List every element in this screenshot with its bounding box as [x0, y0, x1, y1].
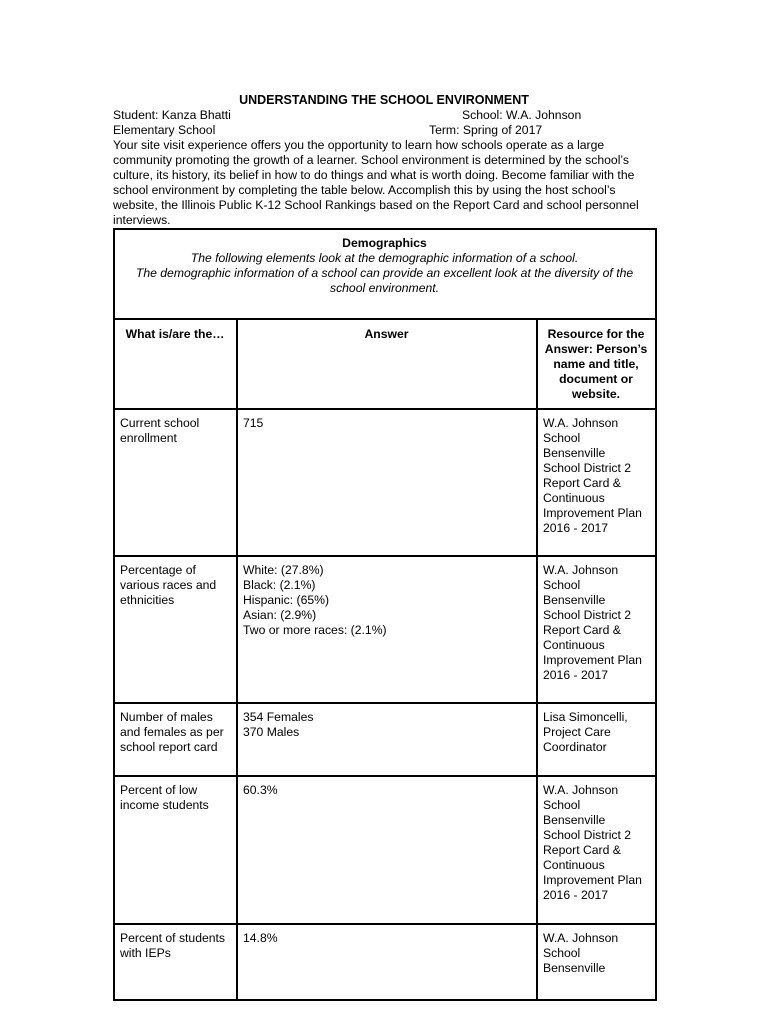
answer-cell — [237, 409, 537, 556]
intro-paragraph — [113, 138, 655, 228]
answer-line: Asian: (2.9%) — [243, 608, 317, 622]
resource-line: Improvement Plan — [543, 506, 642, 520]
section-description-line: The demographic information of a school can provide an excellent look at the diversity of the — [135, 266, 634, 280]
answer-cell — [237, 924, 537, 1000]
resource-line: W.A. Johnson — [543, 416, 619, 430]
section-header-row — [114, 229, 656, 319]
resource-line: Continuous — [543, 858, 605, 872]
resource-line: School District 2 — [543, 461, 632, 475]
resource-line: Bensenville — [543, 446, 606, 460]
question-line: various races and — [120, 578, 217, 592]
intro-line: culture, its history, its belief in how to do things and what is worth doing. Become familiar with the — [113, 168, 635, 182]
question-column-header: What is/are the… — [114, 319, 237, 409]
answer-line: Hispanic: (65%) — [243, 593, 330, 607]
answer-line: 60.3% — [243, 783, 278, 797]
resource-cell — [537, 703, 656, 776]
answer-line: White: (27.8%) — [243, 563, 324, 577]
resource-line: Improvement Plan — [543, 873, 642, 887]
resource-line: School — [543, 946, 581, 960]
resource-line: W.A. Johnson — [543, 931, 619, 945]
section-description-line: school environment. — [329, 281, 440, 295]
table-row — [114, 776, 656, 924]
demographics-table — [113, 228, 657, 1001]
resource-cell — [537, 776, 656, 924]
question-line: with IEPs — [120, 946, 171, 960]
resource-line: School — [543, 798, 581, 812]
resource-line: Continuous — [543, 638, 605, 652]
question-cell — [114, 409, 237, 556]
answer-line: 370 Males — [243, 725, 300, 739]
question-line: income students — [120, 798, 209, 812]
student-name: Student: Kanza Bhatti — [113, 108, 231, 122]
answer-line: 14.8% — [243, 931, 278, 945]
resource-line: Report Card & — [543, 623, 621, 637]
answer-line: 715 — [243, 416, 264, 430]
question-line: ethnicities — [120, 593, 175, 607]
answer-cell — [237, 776, 537, 924]
resource-line: 2016 - 2017 — [543, 888, 609, 902]
resource-line: W.A. Johnson — [543, 783, 619, 797]
resource-line: Coordinator — [543, 740, 607, 754]
question-line: Percent of students — [120, 931, 226, 945]
intro-line: school environment by completing the table below. Accomplish this by using the host school’s — [113, 183, 616, 197]
intro-line: website, the Illinois Public K-12 School Rankings based on the Report Card and school personnel — [113, 198, 639, 212]
table-row — [114, 409, 656, 556]
question-cell — [114, 924, 237, 1000]
school-name: School: W.A. Johnson — [462, 108, 582, 122]
resource-cell — [537, 556, 656, 703]
table-row — [114, 703, 656, 776]
term: Term: Spring of 2017 — [429, 123, 543, 137]
intro-line: community promoting the growth of a learner. School environment is determined by the school’s — [113, 153, 629, 167]
resource-line: 2016 - 2017 — [543, 521, 609, 535]
resource-line: W.A. Johnson — [543, 563, 619, 577]
answer-line: Two or more races: (2.1%) — [243, 623, 387, 637]
column-header-row — [114, 319, 656, 409]
answer-line: 354 Females — [243, 710, 314, 724]
section-title: Demographics — [342, 236, 427, 250]
question-line: Percentage of — [120, 563, 196, 577]
resource-cell — [537, 924, 656, 1000]
resource-line: Report Card & — [543, 843, 621, 857]
section-header-cell — [114, 229, 656, 319]
resource-line: Bensenville — [543, 813, 606, 827]
question-line: Percent of low — [120, 783, 198, 797]
resource-line: School District 2 — [543, 608, 632, 622]
resource-line: School — [543, 578, 581, 592]
question-line: enrollment — [120, 431, 177, 445]
answer-cell — [237, 556, 537, 703]
section-description-line: The following elements look at the demographic information of a school. — [190, 251, 579, 265]
question-line: Number of males — [120, 710, 213, 724]
resource-line: Project Care — [543, 725, 611, 739]
question-cell — [114, 776, 237, 924]
question-line: and females as per — [120, 725, 224, 739]
student-school-line — [113, 108, 655, 123]
resource-line: 2016 - 2017 — [543, 668, 609, 682]
resource-line: Bensenville — [543, 961, 606, 975]
question-line: school report card — [120, 740, 218, 754]
school-term-line — [113, 123, 655, 138]
intro-line: Your site visit experience offers you the opportunity to learn how schools operate as a large — [113, 138, 605, 152]
table-row — [114, 924, 656, 1000]
question-line: Current school — [120, 416, 200, 430]
resource-column-header: Resource for the Answer: Person’s name and title, document or website. — [537, 319, 656, 409]
school-name-continued: Elementary School — [113, 123, 216, 137]
intro-line: interviews. — [113, 213, 171, 227]
question-cell — [114, 556, 237, 703]
resource-line: Lisa Simoncelli, — [543, 710, 628, 724]
answer-cell — [237, 703, 537, 776]
answer-line: Black: (2.1%) — [243, 578, 316, 592]
resource-line: Improvement Plan — [543, 653, 642, 667]
resource-line: Bensenville — [543, 593, 606, 607]
document-title: UNDERSTANDING THE SCHOOL ENVIRONMENT — [239, 93, 529, 107]
table-row — [114, 556, 656, 703]
resource-cell — [537, 409, 656, 556]
question-cell — [114, 703, 237, 776]
resource-line: School — [543, 431, 581, 445]
resource-line: School District 2 — [543, 828, 632, 842]
document-page — [113, 92, 655, 1001]
resource-line: Continuous — [543, 491, 605, 505]
table-body — [114, 409, 656, 1000]
resource-line: Report Card & — [543, 476, 621, 490]
answer-column-header: Answer — [237, 319, 537, 409]
